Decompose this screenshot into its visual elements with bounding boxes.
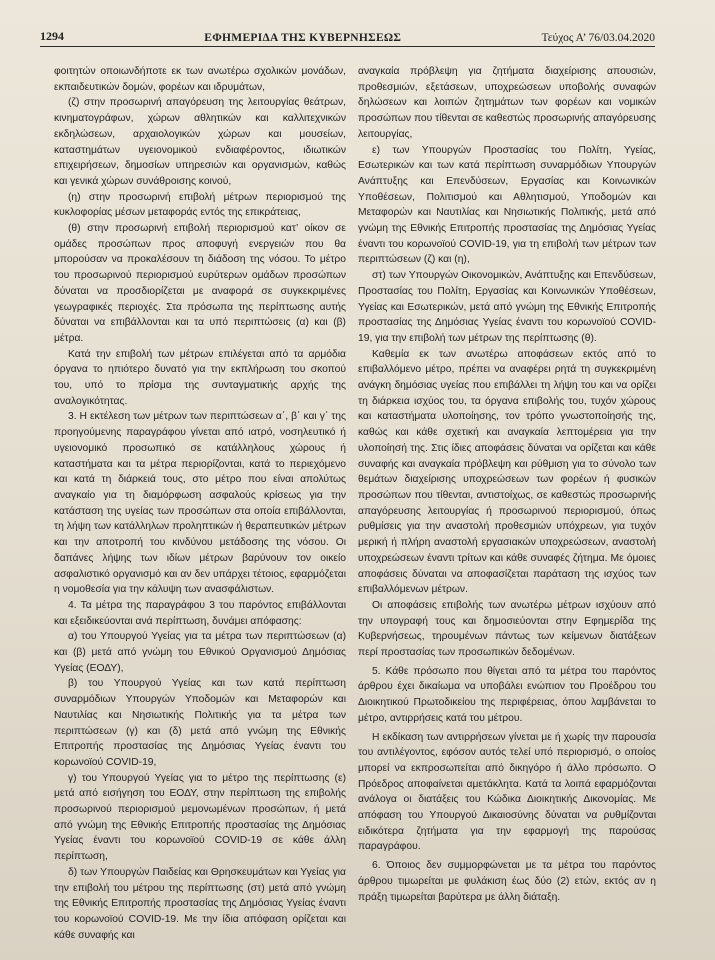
paragraph: Καθεμία εκ των ανωτέρω αποφάσεων εκτός από το επιβαλλόμενο μέτρο, πρέπει να αναφέρει ρητά τη συγκεκριμένη ανάγκη δημόσιας υγείας που επιβάλλει τη λήψη του και να ορίζει τη διάρκεια ισχύος του, τα όργανα επιβολής του, τυχόν χώρους και καταστήματα υλοποίησης, τον τρόπο γνωστοποίησής της, καθώς και κάθε σχετική και αναγκαία λεπτομέρεια για την υλοποίησή της. Στις ίδιες αποφάσεις δύναται να ορίζεται και κάθε συναφής και αναγκαία πρόβλεψη και ρύθμιση για το σύνολο των θεμάτων διαχείρισης υποχρεώσεων των φορέων ή φυσικών προσώπων που τίθενται, αντιστοίχως, σε καθεστώς προσωρινής απαγόρευσης λειτουργίας ή προσωρινού περιορισμού, όπως ρυθμίσεις για την αναστολή προθεσμιών υπόχρεων, για τυχόν μερική ή πλήρη αναστολή εργασιακών υποχρεώσεων, αναστολή υποχρεώσεων έναντι τρίτων και κάθε συναφές ζήτημα. Με όμοιες αποφάσεις δύναται να αποφασίζεται παράταση της ισχύος των επιβαλλόμενων μέτρων. (358, 348, 656, 596)
right-column (358, 64, 656, 905)
page-number: 1294 (40, 29, 64, 43)
issue-info: Τεύχος Α’ 76/03.04.2020 (541, 32, 655, 44)
page-header (40, 24, 655, 47)
left-column (54, 64, 346, 943)
journal-title: ΕΦΗΜΕΡΙΔΑ ΤΗΣ ΚΥΒΕΡΝΗΣΕΩΣ (204, 32, 402, 44)
paragraph: Κατά την επιβολή των μέτρων επιλέγεται από τα αρμόδια όργανα το ηπιότερο δυνατό για την εκπλήρωση του σκοπού του, υπό το πρίσμα της συνταγματικής αρχής της αναλογικότητας. (54, 348, 346, 407)
paragraph: στ) των Υπουργών Οικονομικών, Ανάπτυξης και Επενδύσεων, Προστασίας του Πολίτη, Εργασίας και Κοινωνικών Υποθέσεων, Υγείας και Εσωτερικών, μετά από γνώμη της Εθνικής Επιτροπής προστασίας της Δημόσιας Υγείας έναντι του κορωνοϊού COVID-19, για την επιβολή των μέτρων της περίπτωσης (θ). (358, 270, 656, 344)
paragraph: φοιτητών οποιωνδήποτε εκ των ανωτέρω σχολικών μονάδων, εκπαιδευτικών δομών, φορέων και ιδρυμάτων, (54, 66, 346, 93)
paragraph: 5. Κάθε πρόσωπο που θίγεται από τα μέτρα του παρόντος άρθρου έχει δικαίωμα να υποβάλει ενώπιον του Προέδρου του Διοικητικού Πρωτοδικείου της περιφέρειας, όπου λαμβάνεται το μέτρο, αντιρρήσεις κατά του μέτρου. (358, 665, 656, 724)
paragraph: (η) στην προσωρινή επιβολή μέτρων περιορισμού της κυκλοφορίας μέσων μεταφοράς εντός της επικράτειας, (54, 191, 346, 219)
paragraph: 4. Τα μέτρα της παραγράφου 3 του παρόντος επιβάλλονται και εξειδικεύονται ανά περίπτωση, δυνάμει απόφασης: (54, 599, 346, 627)
paragraph: (ζ) στην προσωρινή απαγόρευση της λειτουργίας θεάτρων, κινηματογράφων, χώρων αθλητικών και καλλιτεχνικών εκδηλώσεων, αρχαιολογικών χώρων και μουσείων, καταστημάτων υγειονομικού ενδιαφέροντος, ιδιωτικών επιχειρήσεων, δημοσίων υπηρεσιών και οργανισμών, καθώς και γενικά χώρων συνάθροισης κοινού, (54, 97, 346, 187)
paragraph: β) του Υπουργού Υγείας και των κατά περίπτωση συναρμόδιων Υπουργών Υποδομών και Μεταφορών και Ναυτιλίας και Νησιωτικής Πολιτικής για τα μέτρα των περιπτώσεων (γ) και (δ) μετά από γνώμη της Εθνικής Επιτροπής προστασίας της Δημόσιας Υγείας έναντι του κορωνοϊού COVID-19, (54, 678, 346, 768)
paragraph: 6. Όποιος δεν συμμορφώνεται με τα μέτρα του παρόντος άρθρου τιμωρείται με φυλάκιση έως δύο (2) ετών, εκτός αν η πράξη τιμωρείται βαρύτερα με άλλη διάταξη. (358, 860, 656, 903)
paragraph: 3. Η εκτέλεση των μέτρων των περιπτώσεων α΄, β΄ και γ΄ της προηγούμενης παραγράφου γίνεται από ιατρό, νοσηλευτικό ή υγειονομικό προσωπικό σε κατάλληλους χώρους ή καταστήματα και τα μέτρα περιορίζονται, κατά το περιεχόμενο και κατά τη διάρκειά τους, στο μέτρο που είναι απολύτως αναγκαίο για τη διαμόρφωση ασφαλούς κρίσεως για την κατάσταση της υγείας των προσώπων στα οποία επιβάλλονται, τη λήψη των κατάλληλων προληπτικών ή θεραπευτικών μέτρων και την αποτροπή του κινδύνου μετάδοσης της νόσου. Οι δαπάνες λήψης των ιδίων μέτρων βαρύνουν τον οικείο ασφαλιστικό οργανισμό και αν δεν υπάρχει τέτοιος, εφαρμόζεται η νομοθεσία για την κάλυψη των ανασφάλιστων. (54, 411, 346, 596)
paragraph: αναγκαία πρόβλεψη για ζητήματα διαχείρισης απουσιών, προθεσμιών, εξετάσεων, υποχρεώσεων υποβολής συναφών δηλώσεων και λοιπών ζητημάτων των φορέων και νομικών προσώπων που τίθενται σε καθεστώς προσωρινής απαγόρευσης λειτουργίας, (358, 66, 656, 140)
paragraph: (θ) στην προσωρινή επιβολή περιορισμού κατ’ οίκον σε ομάδες προσώπων προς αποφυγή ενεργειών που θα μπορούσαν να προκαλέσουν τη διάδοση της νόσου. Το μέτρο του προσωρινού περιορισμού ευρύτερων ομάδων προσώπων δύναται να προσδιορίζεται με αναφορά σε συγκεκριμένες γεωγραφικές περιοχές. Στα πρόσωπα της περίπτωσης αυτής δύναται να επιβάλλονται και τα υπό περιπτώσεις (α) και (β) μέτρα. (54, 223, 346, 344)
paragraph: α) του Υπουργού Υγείας για τα μέτρα των περιπτώσεων (α) και (β) μετά από γνώμη του Εθνικού Οργανισμού Δημόσιας Υγείας (ΕΟΔΥ), (54, 631, 346, 674)
paragraph: γ) του Υπουργού Υγείας για το μέτρο της περίπτωσης (ε) μετά από εισήγηση του ΕΟΔΥ, στην περίπτωση της επιβολής προσωρινού περιορισμού μεμονωμένων προσώπων, ή μετά από γνώμη της Εθνικής Επιτροπής προστασίας της Δημόσιας Υγείας έναντι του κορωνοϊού COVID-19 σε κάθε άλλη περίπτωση, (54, 772, 346, 863)
paragraph: δ) των Υπουργών Παιδείας και Θρησκευμάτων και Υγείας για την επιβολή του μέτρου της περίπτωσης (στ) μετά από γνώμη της Εθνικής Επιτροπής προστασίας της Δημόσιας Υγείας έναντι του κορωνοϊού COVID-19. Με την ίδια απόφαση ορίζεται και κάθε συναφής και (54, 866, 346, 941)
paragraph: Η εκδίκαση των αντιρρήσεων γίνεται με ή χωρίς την παρουσία του αντιλέγοντος, εφόσον αυτός τελεί υπό περιορισμό, ο οποίος μπορεί να εκπροσωπείται από δικηγόρο ή άλλο πρόσωπο. Ο Πρόεδρος αποφαίνεται αμετάκλητα. Κατά τα λοιπά εφαρμόζονται ανάλογα οι διατάξεις του Κώδικα Διοικητικής Δικονομίας. Με απόφαση του Υπουργού Δικαιοσύνης δύναται να ρυθμίζονται ειδικότερα ζητήματα για την εφαρμογή της παρούσας παραγράφου. (358, 731, 656, 853)
paragraph: Οι αποφάσεις επιβολής των ανωτέρω μέτρων ισχύουν από την υπογραφή τους και δημοσιεύονται στην Εφημερίδα της Κυβερνήσεως, τηρουμένων πάντως των κείμενων διατάξεων περί προστασίας των προσωπικών δεδομένων. (358, 599, 656, 659)
paragraph: ε) των Υπουργών Προστασίας του Πολίτη, Υγείας, Εσωτερικών και των κατά περίπτωση συναρμόδιων Υπουργών Ανάπτυξης και Επενδύσεων, Εργασίας και Κοινωνικών Υποθέσεων, Πολιτισμού και Αθλητισμού, Υποδομών και Μεταφορών και Ναυτιλίας και Νησιωτικής Πολιτικής, μετά από γνώμη της Εθνικής Επιτροπής προστασίας της Δημόσιας Υγείας έναντι του κορωνοϊού COVID-19, για τη επιβολή των μέτρων των περιπτώσεων (ζ) και (η), (358, 144, 656, 266)
